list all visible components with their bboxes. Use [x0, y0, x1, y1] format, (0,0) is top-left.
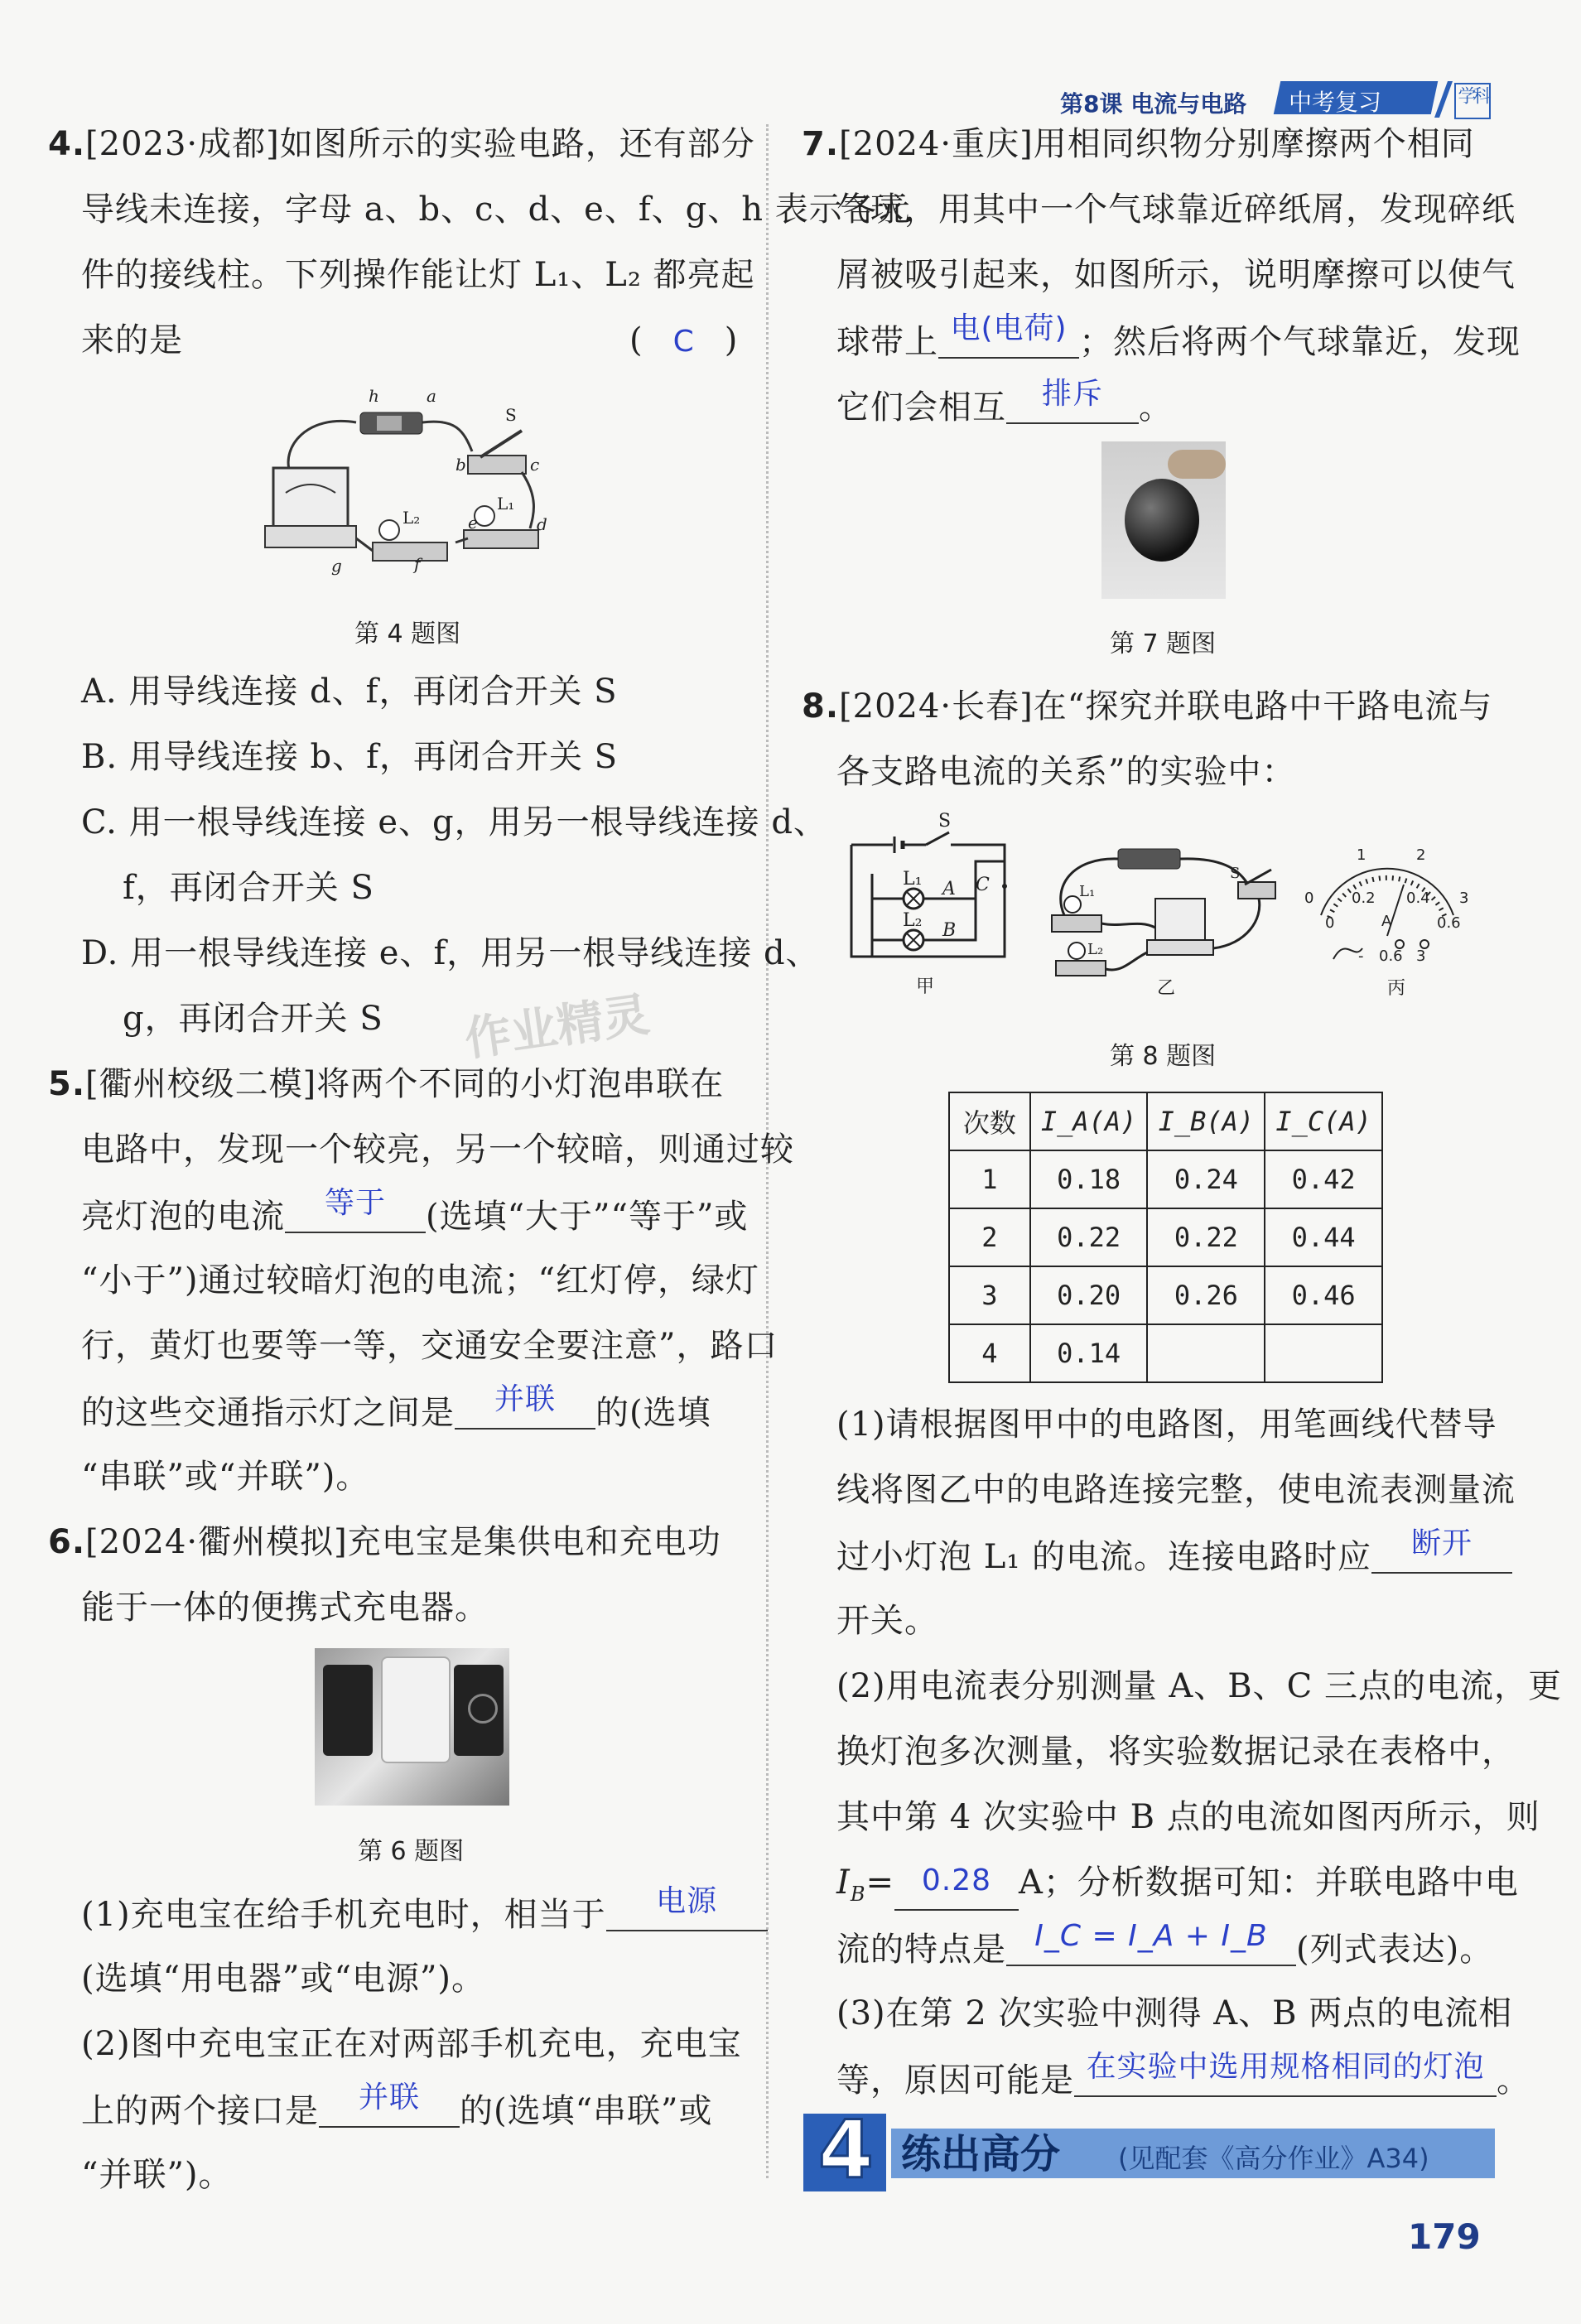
label-g: g: [331, 556, 342, 576]
q4-line-3: 件的接线柱。下列操作能让灯 L₁、L₂ 都亮起: [81, 256, 755, 294]
q8-part1-b: 线将图乙中的电路连接完整，使电流表测量流: [836, 1471, 1516, 1509]
q4-option-b: B. 用导线连接 b、f，再闭合开关 S: [81, 738, 619, 776]
table-header: I_C(A): [1265, 1092, 1382, 1150]
q7-line-5: 它们会相互 排斥 。: [836, 377, 1173, 427]
q4-option-d: D. 用一根导线连接 e、f，用另一根导线连接 d、: [81, 934, 820, 972]
bing-top-1: 1: [1357, 846, 1367, 864]
q6-part1-cont: (选填“用电器”或“电源”)。: [81, 1960, 486, 1998]
page-header: [1060, 81, 1491, 119]
label-e: e: [468, 513, 478, 533]
q8-data-table: [948, 1092, 1383, 1383]
practice-banner: [803, 2104, 1495, 2196]
q6-part2: (2)图中充电宝正在对两部手机充电，充电宝: [81, 2025, 742, 2063]
q5-line-4: “小于”)通过较暗灯泡的电流；“红灯停，绿灯: [81, 1261, 759, 1299]
q7-line-2: 气球，用其中一个气球靠近碎纸屑，发现碎纸: [836, 190, 1516, 229]
q8-part2-e: 流的特点是 I_C = I_A + I_B (列式表达)。: [836, 1919, 1494, 1969]
yi-label: 乙: [1157, 978, 1176, 999]
table-row: 4 0.14: [949, 1324, 1382, 1382]
table-row: 3 0.20 0.26 0.46: [949, 1266, 1382, 1324]
balloon-photo: [1101, 441, 1226, 599]
q6-part2-cont: 上的两个接口是 并联 的(选填“串联”或: [81, 2081, 713, 2130]
q7-caption: 第 7 题图: [1110, 629, 1217, 658]
label-a: a: [427, 386, 436, 406]
jia-label-a: A: [942, 879, 956, 899]
q4-option-a: A. 用导线连接 d、f，再闭合开关 S: [81, 673, 618, 711]
q8-answer-4: 在实验中选用规格相同的灯泡: [1086, 2050, 1485, 2084]
q7-answer-1: 电(电荷): [950, 311, 1068, 345]
wire: [422, 422, 472, 451]
q8-answer-1: 断开: [1411, 1526, 1473, 1560]
lamp-l1-base: [464, 530, 538, 548]
label-f: f: [414, 554, 421, 574]
switch-lever: [480, 431, 522, 457]
label-c: c: [530, 455, 540, 475]
q6-caption: 第 6 题图: [358, 1837, 465, 1866]
jia-label-s: S: [938, 812, 952, 832]
q8-part3-b: 等，原因可能是 在实验中选用规格相同的灯泡 。: [836, 2050, 1530, 2100]
q4-option-c-cont: f，再闭合开关 S: [123, 869, 374, 907]
yi-label-s: S: [1230, 865, 1241, 882]
wire: [522, 472, 533, 528]
jia-label-b: B: [942, 920, 957, 941]
bing-b02: 0.2: [1352, 890, 1376, 907]
exam-review-label: 中考复习: [1289, 89, 1382, 116]
switch-base: [468, 456, 526, 474]
yi-label-l1: L₁: [1079, 883, 1096, 900]
q8-caption: 第 8 题图: [1110, 1042, 1217, 1071]
q6-answer-2: 并联: [358, 2081, 420, 2114]
q8-answer-2: 0.28: [921, 1864, 992, 1897]
q8-part1-c: 过小灯泡 L₁ 的电流。连接电路时应 断开: [836, 1539, 1512, 1574]
table-row: 2 0.22 0.22 0.44: [949, 1208, 1382, 1266]
table-header: I_B(A): [1147, 1092, 1265, 1150]
bing-label: 丙: [1387, 978, 1406, 999]
q4-caption: 第 4 题图: [354, 620, 461, 649]
q4-line-4: 来的是: [81, 321, 183, 359]
bing-b0: 0: [1304, 890, 1314, 907]
q8-part2: (2)用电流表分别测量 A、B、C 三点的电流，更: [836, 1667, 1562, 1705]
jia-label: 甲: [916, 976, 935, 997]
banner-title: 练出高分: [901, 2131, 1061, 2177]
q8-line-1: 8.[2024·长春]在“探究并联电路中干路电流与: [802, 687, 1493, 726]
bing-s06: 0.6: [1437, 914, 1461, 932]
q6-line-1: 6.[2024·衢州模拟]充电宝是集供电和充电功: [48, 1523, 721, 1561]
q4-line-2: 导线未连接，字母 a、b、c、d、e、f、g、h 表示各元: [81, 190, 911, 229]
q8-figure-bing: [1300, 845, 1474, 1002]
q5-line-5: 行，黄灯也要等一等，交通安全要注意”，路口: [81, 1327, 778, 1365]
label-s: S: [505, 405, 517, 425]
label-b: b: [456, 455, 466, 475]
table-header: I_A(A): [1030, 1092, 1148, 1150]
q4-answer: C: [672, 325, 695, 359]
q5-line-3: 亮灯泡的电流 等于 (选填“大于”“等于”或: [81, 1186, 749, 1236]
q8-answer-3: I_C = I_A + I_B: [1034, 1919, 1268, 1953]
q4-line-1: 4.[2023·成都]如图所示的实验电路，还有部分: [48, 125, 755, 163]
bing-s0: 0: [1325, 914, 1335, 932]
yi-label-l2: L₂: [1087, 941, 1104, 958]
page-number: 179: [1408, 2216, 1481, 2257]
q6-line-2: 能于一体的便携式充电器。: [81, 1589, 489, 1627]
label-l1: L₁: [497, 494, 515, 513]
bing-top-2: 2: [1416, 846, 1426, 864]
bing-b04: 0.4: [1406, 890, 1430, 907]
q8-part1-d: 开关。: [836, 1602, 938, 1640]
q7-line-3: 屑被吸引起来，如图所示，说明摩擦可以使气: [836, 256, 1516, 294]
bing-b3: 3: [1459, 890, 1469, 907]
ammeter: [1155, 899, 1205, 944]
bing-p3: 3: [1416, 947, 1426, 965]
bing-minus: -: [1358, 947, 1364, 965]
q4-option-c: C. 用一根导线连接 e、g，用另一根导线连接 d、: [81, 803, 827, 841]
q8-part2-c: 其中第 4 次实验中 B 点的电流如图丙所示，则: [836, 1798, 1540, 1836]
table-row: 1 0.18 0.24 0.42: [949, 1150, 1382, 1208]
q6-part2-end: “并联”)。: [81, 2156, 233, 2194]
q5-line-2: 电路中，发现一个较亮，另一个较暗，则通过较: [81, 1131, 794, 1169]
battery: [1118, 849, 1180, 869]
wire: [356, 538, 373, 551]
banner-subtitle: (见配套《高分作业》A34): [1118, 2143, 1429, 2174]
jia-label-l1: L₁: [903, 869, 923, 890]
watermark: 作业精灵: [461, 987, 653, 1068]
subject-badge: 科学: [1454, 83, 1491, 119]
lamp-l2-base: [373, 542, 447, 561]
wire: [288, 421, 356, 472]
table-header: 次数: [949, 1092, 1030, 1150]
q8-part1: (1)请根据图甲中的电路图，用笔画线代替导: [836, 1405, 1497, 1444]
power-bank-photo: [315, 1648, 509, 1806]
q5-line-1: 5.[衢州校级二模]将两个不同的小灯泡串联在: [48, 1065, 725, 1103]
label-l2: L₂: [402, 508, 421, 528]
q4-circuit-figure: [257, 381, 555, 580]
q5-answer-1: 等于: [324, 1186, 386, 1220]
label-h: h: [369, 386, 379, 406]
label-d: d: [537, 514, 547, 534]
q8-line-2: 各支路电流的关系”的实验中：: [836, 753, 1296, 791]
bing-unit: A: [1381, 913, 1392, 930]
q6-answer-1: 电源: [656, 1884, 718, 1918]
q7-line-4: 球带上 电(电荷) ；然后将两个气球靠近，发现: [836, 311, 1521, 361]
header-slash: [1434, 81, 1453, 118]
ammeter: [273, 468, 348, 534]
q4-answer-paren: ( C ): [629, 321, 739, 359]
jia-label-l2: L₂: [903, 910, 923, 931]
q7-line-1: 7.[2024·重庆]用相同织物分别摩擦两个相同: [802, 125, 1475, 163]
q4-option-d-cont: g，再闭合开关 S: [123, 1000, 383, 1038]
q4-number: 4.: [48, 125, 86, 163]
q8-figure-yi: [1039, 837, 1280, 1002]
q8-part2-d: $I_B=$ 0.28 A；分析数据可知：并联电路中电: [836, 1866, 1519, 1911]
banner-number: 4: [818, 2104, 874, 2196]
q6-part1: (1)充电宝在给手机充电时，相当于 电源: [81, 1897, 768, 1931]
table-header-row: [949, 1092, 1382, 1150]
q5-answer-2: 并联: [494, 1382, 556, 1416]
q8-part2-b: 换灯泡多次测量，将实验数据记录在表格中，: [836, 1733, 1516, 1771]
lamp-l2: [379, 520, 399, 540]
lesson-title: 第8课 电流与电路: [1060, 90, 1247, 118]
jia-label-c: C: [976, 875, 990, 895]
q5-line-6: 的这些交通指示灯之间是 并联 的(选填: [81, 1382, 711, 1432]
q5-line-7: “串联”或“并联”)。: [81, 1458, 370, 1496]
q8-figure-jia: [843, 812, 1017, 1002]
bing-p06: 0.6: [1379, 947, 1403, 965]
q8-part3: (3)在第 2 次实验中测得 A、B 两点的电流相: [836, 1994, 1513, 2032]
q7-answer-2: 排斥: [1041, 377, 1103, 411]
